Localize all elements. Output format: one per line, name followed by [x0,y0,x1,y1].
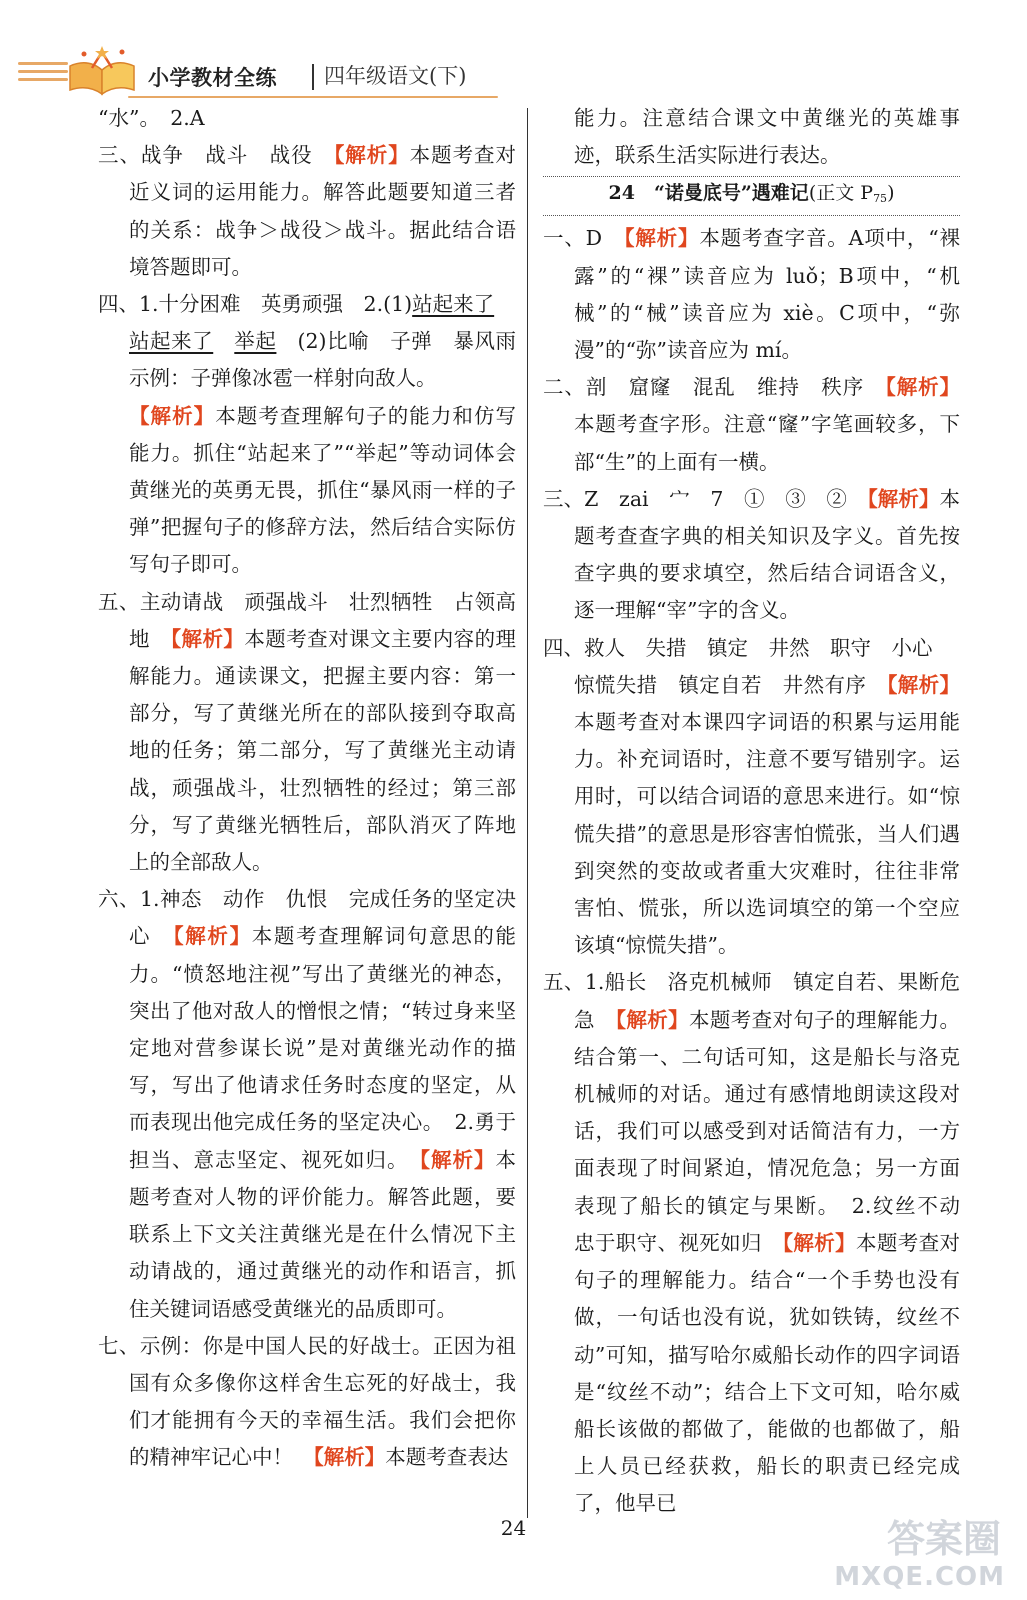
grade-title: 四年级语文(下) [324,64,467,88]
watermark-text: 答案圈 [886,1517,1001,1561]
decorative-lines-icon [18,62,68,86]
right-column [543,100,981,1523]
answer-item-4: 四、1.十分困难 英勇顽强 2.(1)站起来了 站起来了 举起 (2)比喻 子弹 暴风雨 示例：子弹像冰雹一样射向敌人。 [98,292,537,391]
answer-item-7: 七、示例：你是中国人民的好战士。正因为祖国有众多像你这样舍生忘死的好战士，我们才能拥有今天的幸福生活。我们会把你的精神牢记心中！ 【解析】本题考查表达 [98,1333,516,1470]
answer-item-3: 三、战争 战斗 战役 【解析】本题考查对近义词的运用能力。解答此题要知道三者的关系：战争＞战役＞战斗。据此结合语境答题即可。 [98,143,517,279]
answer-item-4: 四、救人 失措 镇定 井然 职守 小心 惊慌失措 镇定自若 井然有序 【解析】本题考查对本课四字词语的积累与运用能力。补充词语时，注意不要写错别字。运用时，可以结合词语的意思来进行。如“惊慌失措”的意思是形容害怕慌张，当人们遇到突然的变故或者重大灾难时，往往非常害怕、慌张，所以选词填空的第一个空应该填“惊慌失措”。 [543,635,960,958]
page-reference: (正文 P75) [808,182,895,206]
analysis-tag: 【解析】 [170,626,245,651]
open-book-logo-icon [62,44,144,100]
section-heading: 24 “诺曼底号”遇难记(正文 P75) [543,176,960,216]
header-underline [128,96,498,98]
left-column [98,100,537,1477]
answer-item-5: 五、1.船长 洛克机械师 镇定自若、果断危急 【解析】本题考查对句子的理解能力。结合第一、二句话可知，这是船长与洛克机械师的对话。通过有感情地朗读这段对话，我们可以感受到对话简洁有力，一方面表现了时间紧迫，情况危急；另一方面表现了船长的镇定与果断。 2.纹丝不动 忠于职守、视死如归 【解析】本题考查对句子的理解能力。结合“一个手势也没有做，一句话也没有说，犹如铁铸，纹丝不动”可知，描写哈尔威船长动作的四字词语是“纹丝不动”；结合上下文可知，哈尔威船长该做的都做了，能做的也都做了，船上人员已经获救，船长的职责已经完成了，他早已 [543,970,981,1516]
answer-line: 能力。注意结合课文中黄继光的英雄事迹，联系生活实际进行表达。 [574,106,960,168]
watermark-url: MXQE.COM [834,1562,1005,1592]
answer-item-2: 二、剖 窟窿 混乱 维持 秩序 【解析】本题考查字形。注意“窿”字笔画较多，下部“生”的上面有一横。 [543,375,961,474]
analysis-tag: 【解析】 [173,924,252,949]
answer-line: “水”。 2.A [98,106,205,130]
analysis-tag: 【解析】 [624,226,700,251]
answer-analysis: 【解析】本题考查理解句子的能力和仿写能力。抓住“站起来了”“举起”等动词体会黄继光的英勇无畏，抓住“暴风雨一样的子弹”把握句子的修辞方法，然后结合实际仿写句子即可。 [129,403,517,577]
answer-item-3: 三、Z zai 宀 7 ① ③ ② 【解析】本题考查查字典的相关知识及字义。首先按查字典的要求填空，然后结合词语含义，逐一理解“宰”字的含义。 [543,486,961,623]
header-divider [312,64,314,90]
answer-item-6: 六、1.神态 动作 仇恨 完成任务的坚定决心 【解析】本题考查理解词句意思的能力。“愤怒地注视”写出了黄继光的神态，突出了他对敌人的憎恨之情；“转过身来坚定地对营参谋长说”是对黄继光动作的描写，写出了他请求任务时态度的坚定，从而表现出他完成任务的坚定决心。 2.勇于担当、意志坚定、视死如归。 【解析】本题考查对人物的评价能力。解答此题，要联系上下文关注黄继光是在什么情况下主动请战的，通过黄继光的动作和语言，抓住关键词语感受黄继光的品质即可。 [98,887,517,1321]
answer-item-5: 五、主动请战 顽强战斗 壮烈牺牲 占领高地 【解析】本题考查对课文主要内容的理解能力。通读课文，把握主要内容：第一部分，写了黄继光所在的部队接到夺取高地的任务；第二部分，写了黄继光主动请战，顽强战斗，壮烈牺牲的经过；第三部分，写了黄继光牺牲后，部队消灭了阵地上的全部敌人。 [98,589,517,875]
column-divider [527,108,528,1518]
page-number: 24 [500,1516,527,1540]
analysis-tag: 【解析】 [419,1147,496,1172]
answer-item-1: 一、D 【解析】本题考查字音。A项中，“裸露”的“裸”读音应为 luǒ；B项中，“机械”的“械”读音应为 xiè。C项中，“弥漫”的“弥”读音应为 mí。 [543,226,961,363]
watermark-logo [834,1508,1015,1594]
underlined-answer: 站起来了 [412,292,495,317]
analysis-tag: 【解析】 [782,1230,856,1255]
series-title: 小学教材全练 [148,66,277,90]
underlined-answer: 站起来了 [129,329,214,354]
analysis-tag: 【解析】 [885,375,961,400]
analysis-tag: 【解析】 [313,1445,386,1470]
analysis-tag: 【解析】 [129,403,216,428]
page-header [18,42,488,102]
underlined-answer: 举起 [234,329,277,354]
analysis-tag: 【解析】 [334,143,410,168]
analysis-tag: 【解析】 [887,672,960,697]
analysis-tag: 【解析】 [867,486,940,511]
analysis-tag: 【解析】 [615,1007,689,1032]
